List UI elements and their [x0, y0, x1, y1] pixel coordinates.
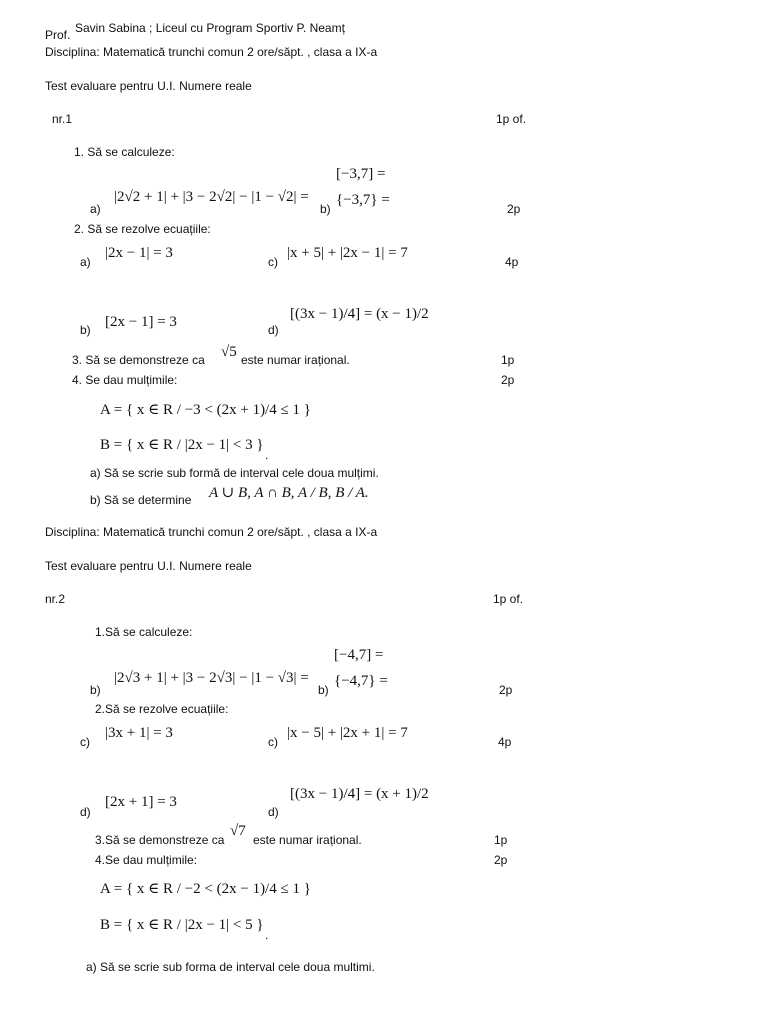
q3-text-after-2: este numar irațional. — [253, 833, 362, 847]
q2-b-label: b) — [80, 323, 91, 337]
q1-title: 1. Să se calculeze: — [74, 145, 175, 159]
q4-set-a: A = { x ∈ R / −3 < (2x + 1)/4 ≤ 1 } — [100, 402, 311, 418]
q1-points-2: 2p — [499, 683, 513, 697]
q2-c-expression-2: |x − 5| + |2x + 1| = 7 — [287, 725, 408, 741]
q2-b-expression-2: [2x + 1] = 3 — [105, 794, 177, 810]
q4-dot-2: . — [265, 928, 269, 942]
oficiu-points-2: 1p of. — [493, 592, 524, 606]
q2-a-expression-2: |3x + 1| = 3 — [105, 725, 173, 741]
q2-title-2: 2.Să se rezolve ecuațiile: — [95, 702, 229, 716]
author-line: Savin Sabina ; Liceul cu Program Sportiv P. Neamț — [75, 21, 345, 35]
q4-b-text: b) Să se determine — [90, 493, 192, 507]
q4-a-text: a) Să se scrie sub formă de interval cele doua mulțimi. — [90, 466, 379, 480]
q2-a-label: a) — [80, 255, 91, 269]
q4-dot: . — [265, 448, 269, 462]
q2-points: 4p — [505, 255, 519, 269]
q4-title: 4. Se dau mulțimile: — [72, 373, 178, 387]
q3-text-before-2: 3.Să se demonstreze ca — [95, 833, 225, 847]
q1-b-floor-2: [−4,7] = — [334, 647, 384, 663]
q1-b-frac-2: {−4,7} = — [334, 673, 388, 689]
q2-c-expression: |x + 5| + |2x − 1| = 7 — [287, 245, 408, 261]
q1-b-label: b) — [320, 202, 331, 216]
q1-a-expression: |2√2 + 1| + |3 − 2√2| − |1 − √2| = — [114, 189, 309, 205]
q2-points-2: 4p — [498, 735, 512, 749]
q4-b-expression: A ∪ B, A ∩ B, A / B, B / A. — [209, 485, 369, 501]
q3-points-2: 1p — [494, 833, 508, 847]
discipline-line-2: Disciplina: Matematică trunchi comun 2 ore/săpt. , clasa a IX-a — [45, 525, 378, 539]
q3-text-after: este numar irațional. — [241, 353, 350, 367]
q3-text-before: 3. Să se demonstreze ca — [72, 353, 205, 367]
q3-radical-2: √7 — [230, 823, 246, 839]
q2-d-expression-2: [(3x − 1)/4] = (x + 1)/2 — [290, 786, 429, 802]
q3-points: 1p — [501, 353, 515, 367]
q2-d-label: d) — [268, 323, 279, 337]
q2-d-label-2: d) — [268, 805, 279, 819]
q1-b-label-2: b) — [318, 683, 329, 697]
q2-b-expression: [2x − 1] = 3 — [105, 314, 177, 330]
q3-radical: √5 — [221, 344, 237, 360]
oficiu-points: 1p of. — [496, 112, 527, 126]
q4-title-2: 4.Se dau mulțimile: — [95, 853, 198, 867]
q4-set-b-2: B = { x ∈ R / |2x − 1| < 5 } — [100, 917, 264, 933]
q1-b-frac: {−3,7} = — [336, 192, 390, 208]
test-title-2: Test evaluare pentru U.I. Numere reale — [45, 559, 252, 573]
q1-title-2: 1.Să se calculeze: — [95, 625, 193, 639]
q1-points: 2p — [507, 202, 521, 216]
q4-points-2: 2p — [494, 853, 508, 867]
q4-set-b: B = { x ∈ R / |2x − 1| < 3 } — [100, 437, 264, 453]
q1-a-label-2: b) — [90, 683, 101, 697]
q2-title: 2. Să se rezolve ecuațiile: — [74, 222, 211, 236]
test-title: Test evaluare pentru U.I. Numere reale — [45, 79, 252, 93]
q1-a-label: a) — [90, 202, 101, 216]
q2-b-label-2: d) — [80, 805, 91, 819]
q2-c-label: c) — [268, 255, 278, 269]
q1-a-expression-2: |2√3 + 1| + |3 − 2√3| − |1 − √3| = — [114, 670, 309, 686]
q2-d-expression: [(3x − 1)/4] = (x − 1)/2 — [290, 306, 429, 322]
q2-a-label-2: c) — [80, 735, 90, 749]
prof-label: Prof. — [45, 28, 71, 42]
q4-a-text-2: a) Să se scrie sub forma de interval cele doua multimi. — [86, 960, 375, 974]
q2-a-expression: |2x − 1| = 3 — [105, 245, 173, 261]
discipline-line: Disciplina: Matematică trunchi comun 2 ore/săpt. , clasa a IX-a — [45, 45, 378, 59]
test-number: nr.1 — [52, 112, 73, 126]
q4-points: 2p — [501, 373, 515, 387]
q1-b-floor: [−3,7] = — [336, 166, 386, 182]
q4-set-a-2: A = { x ∈ R / −2 < (2x − 1)/4 ≤ 1 } — [100, 881, 311, 897]
test-number-2: nr.2 — [45, 592, 66, 606]
q2-c-label-2: c) — [268, 735, 278, 749]
